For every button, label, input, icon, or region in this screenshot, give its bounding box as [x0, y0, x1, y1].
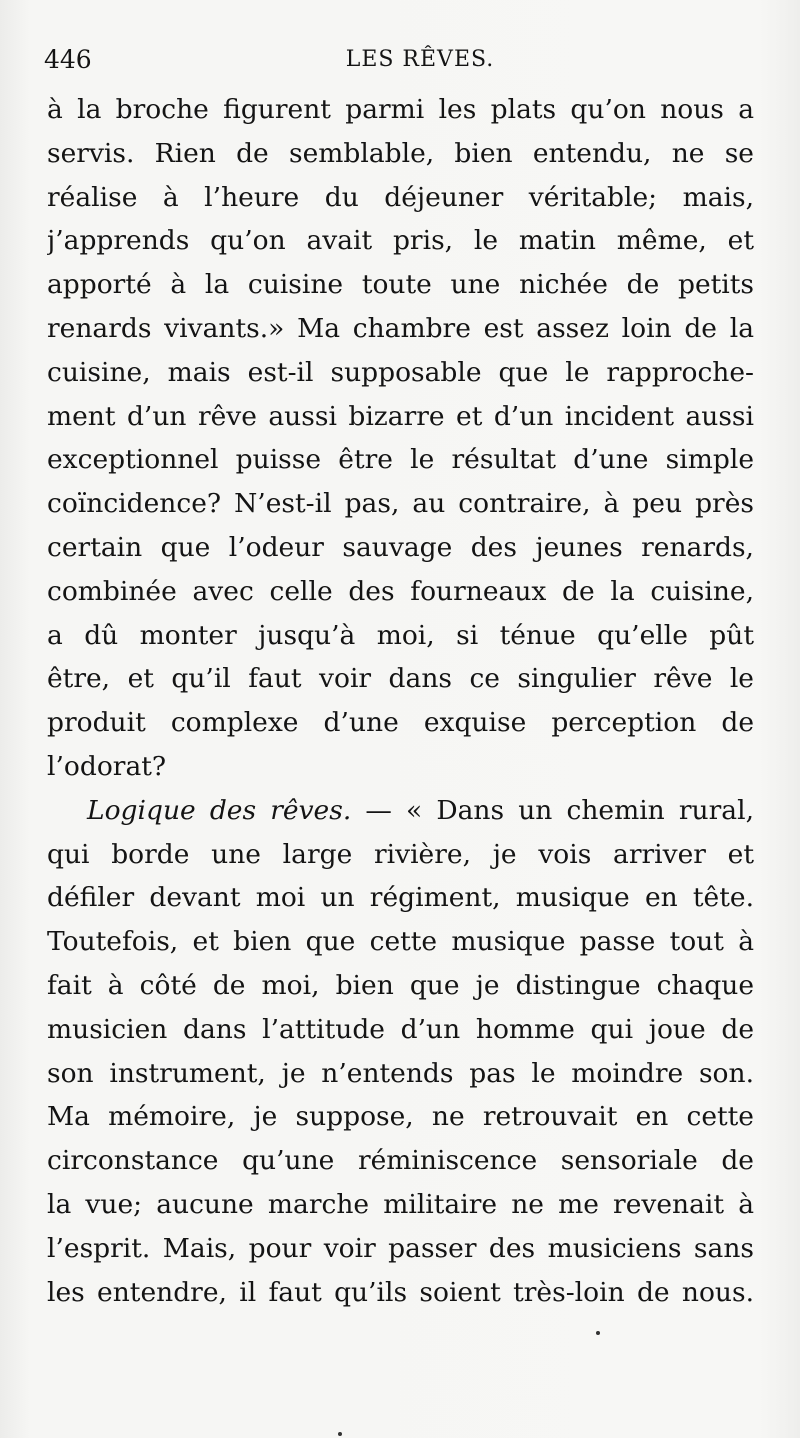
page-text: [47, 88, 754, 1314]
text-line: qui borde une large rivière, je vois arriver et: [47, 838, 754, 870]
text-line: exceptionnel puisse être le résultat d’une simple: [47, 444, 754, 476]
text-line: circonstance qu’une réminiscence sensoriale de: [47, 1145, 754, 1177]
text-line: renards vivants.» Ma chambre est assez loin de la: [47, 312, 754, 344]
ink-speck: [338, 1432, 342, 1436]
text-line: défiler devant moi un régiment, musique en tête.: [47, 882, 754, 914]
page-number: 446: [44, 45, 92, 74]
text-line: fait à côté de moi, bien que je distingue chaque: [47, 969, 754, 1001]
text-line: ment d’un rêve aussi bizarre et d’un incident aussi: [47, 400, 754, 432]
running-title: LES RÊVES.: [345, 47, 495, 72]
text-line: produit complexe d’une exquise perception de: [47, 707, 754, 739]
text-line: j’apprends qu’on avait pris, le matin même, et: [47, 225, 754, 257]
text-line: Ma mémoire, je suppose, ne retrouvait en cette: [47, 1101, 754, 1133]
ink-speck: [596, 1331, 600, 1335]
section-heading-line: [47, 789, 754, 833]
text-line: coïncidence? N’est-il pas, au contraire, à peu près: [47, 488, 754, 520]
text-line: a dû monter jusqu’à moi, si ténue qu’elle pût: [47, 619, 754, 651]
page-header: [44, 40, 756, 80]
text-line: cuisine, mais est-il supposable que le rapproche-: [47, 356, 754, 388]
text-line: l’odorat?: [47, 750, 167, 782]
text-line: les entendre, il faut qu’ils soient très-loin de nous.: [47, 1276, 754, 1308]
text-line: apporté à la cuisine toute une nichée de petits: [47, 269, 754, 301]
text-line: être, et qu’il faut voir dans ce singulier rêve le: [47, 663, 754, 695]
text-line: son instrument, je n’entends pas le moindre son.: [47, 1057, 754, 1089]
section-heading-rest: — « Dans un chemin rural,: [351, 794, 754, 826]
text-line: la vue; aucune marche militaire ne me revenait à: [47, 1188, 754, 1220]
text-line: réalise à l’heure du déjeuner véritable; mais,: [47, 181, 754, 213]
text-line: Toutefois, et bien que cette musique passe tout à: [47, 926, 754, 958]
section-heading: Logique des rêves.: [87, 794, 352, 826]
text-line: servis. Rien de semblable, bien entendu, ne se: [47, 137, 754, 169]
text-line: musicien dans l’attitude d’un homme qui joue de: [47, 1013, 754, 1045]
text-line: certain que l’odeur sauvage des jeunes renards,: [47, 531, 754, 563]
text-line: combinée avec celle des fourneaux de la cuisine,: [47, 575, 754, 607]
text-line: à la broche figurent parmi les plats qu’on nous a: [47, 94, 754, 125]
text-line: l’esprit. Mais, pour voir passer des musiciens sans: [47, 1232, 754, 1264]
